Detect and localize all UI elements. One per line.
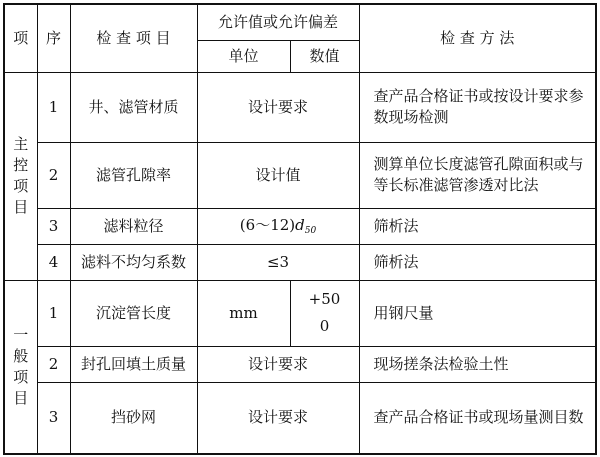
row-item: 滤管孔隙率 bbox=[70, 142, 197, 208]
table-row bbox=[4, 72, 596, 142]
row-method: 筛析法 bbox=[359, 208, 596, 244]
row-tolerance: $(6\sim 12)d_{50}$ bbox=[197, 208, 359, 244]
header-unit: 单位 bbox=[197, 40, 290, 72]
row-item: 沉淀管长度 bbox=[70, 280, 197, 346]
row-seq: 4 bbox=[37, 244, 70, 280]
row-tolerance: ≤3 bbox=[197, 244, 359, 280]
row-item: 滤料不均匀系数 bbox=[70, 244, 197, 280]
row-item: 挡砂网 bbox=[70, 382, 197, 454]
row-tolerance: 设计要求 bbox=[197, 346, 359, 382]
header-method: 检 查 方 法 bbox=[359, 4, 596, 72]
row-tolerance: 设计值 bbox=[197, 142, 359, 208]
header-seq: 序 bbox=[37, 4, 70, 72]
row-method: 现场搓条法检验土性 bbox=[359, 346, 596, 382]
row-tolerance: 设计要求 bbox=[197, 382, 359, 454]
row-method: 查产品合格证书或按设计要求参数现场检测 bbox=[359, 72, 596, 142]
deviation-lower: 0 bbox=[319, 317, 330, 335]
header-tolerance: 允许值或允许偏差 bbox=[197, 4, 359, 40]
row-value bbox=[290, 280, 359, 346]
row-seq: 3 bbox=[37, 208, 70, 244]
row-item: 封孔回填土质量 bbox=[70, 346, 197, 382]
table-row bbox=[4, 142, 596, 208]
row-tolerance: 设计要求 bbox=[197, 72, 359, 142]
row-seq: 1 bbox=[37, 280, 70, 346]
header-value: 数值 bbox=[290, 40, 359, 72]
row-method: 用钢尺量 bbox=[359, 280, 596, 346]
header-category: 项 bbox=[4, 4, 37, 72]
table-row bbox=[4, 382, 596, 454]
row-unit: mm bbox=[197, 280, 290, 346]
header-row bbox=[4, 4, 596, 40]
deviation-upper: +50 bbox=[308, 290, 341, 308]
category-general: 一 般 项 目 bbox=[4, 280, 37, 454]
row-item: 井、滤管材质 bbox=[70, 72, 197, 142]
inspection-table bbox=[3, 3, 597, 455]
table-row bbox=[4, 280, 596, 346]
row-method: 筛析法 bbox=[359, 244, 596, 280]
row-method: 测算单位长度滤管孔隙面积或与等长标准滤管渗透对比法 bbox=[359, 142, 596, 208]
table-row bbox=[4, 208, 596, 244]
row-seq: 2 bbox=[37, 142, 70, 208]
row-method: 查产品合格证书或现场量测目数 bbox=[359, 382, 596, 454]
row-item: 滤料粒径 bbox=[70, 208, 197, 244]
row-seq: 1 bbox=[37, 72, 70, 142]
table-row bbox=[4, 346, 596, 382]
row-seq: 2 bbox=[37, 346, 70, 382]
category-main-control: 主 控 项 目 bbox=[4, 72, 37, 280]
header-item: 检 查 项 目 bbox=[70, 4, 197, 72]
table-row bbox=[4, 244, 596, 280]
row-seq: 3 bbox=[37, 382, 70, 454]
